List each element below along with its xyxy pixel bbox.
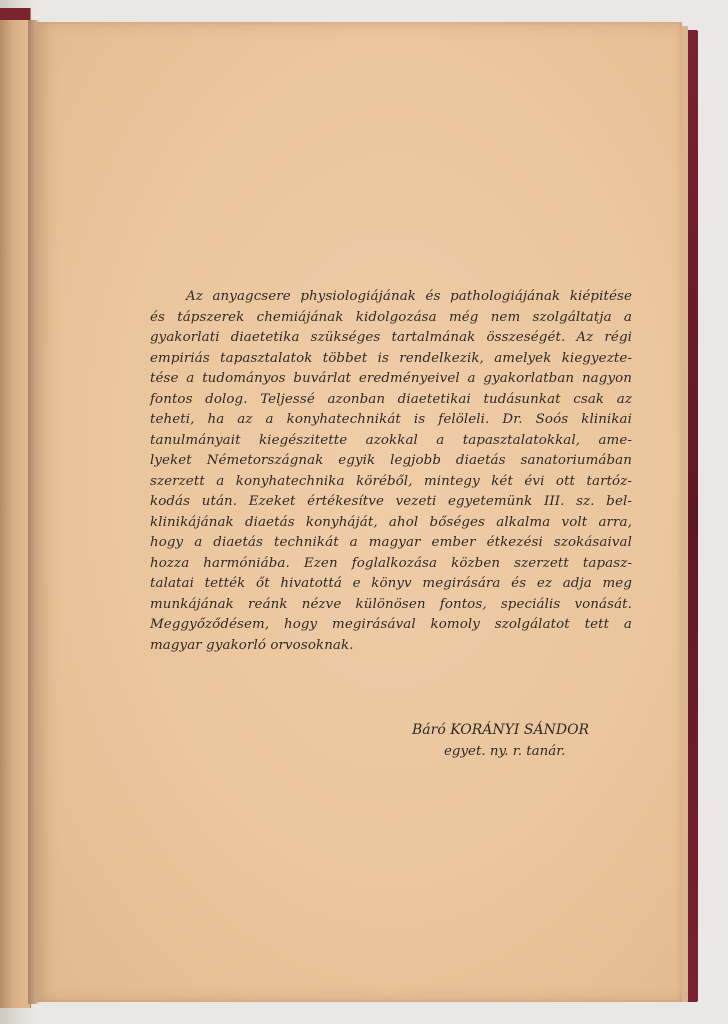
cover-corner [0,8,30,20]
text-line: tanulmányait kiegészitette azokkal a tapasztalatokkal, ame- [150,432,632,448]
text-line: klinikájának diaetás konyháját, ahol bőséges alkalma volt arra, [150,514,632,530]
text-line: talatai tették őt hivatottá e könyv megirására és ez adja meg [150,576,632,591]
text-line: Meggyőződésem, hogy megirásával komoly szolgálatot tett a [150,617,632,632]
signature-title: egyet. ny. r. tanár. [444,744,566,759]
signature-block [412,720,622,762]
text-line: munkájának reánk nézve különösen fontos, speciális vonását. [150,596,632,612]
text-line: magyar gyakorló orvosoknak. [150,637,354,653]
text-line: teheti, ha az a konyhatechnikát is felöleli. Dr. Soós klinikai [150,412,632,427]
foreword-paragraph [150,287,632,656]
text-line: Az anyagcsere physiologiájának és pathologiájának kiépitése [186,289,632,304]
text-line: gyakorlati diaetetika szükséges tartalmának összeségét. Az régi [150,330,632,345]
text-line: tése a tudományos buvárlat eredményeivel a gyakorlatban nagyon [150,371,632,386]
text-line: kodás után. Ezeket értékesítve vezeti egyetemünk III. sz. bel- [150,494,632,509]
text-line: szerzett a konyhatechnika köréből, mintegy két évi ott tartóz- [150,473,632,489]
text-line: hogy a diaetás technikát a magyar ember étkezési szokásaival [150,535,632,550]
text-line: empiriás tapasztalatok többet is rendelkezik, amelyek kiegyezte- [150,350,632,366]
signature-name: Báró KORÁNYI SÁNDOR [412,722,590,738]
left-page-edge [0,8,31,1008]
text-line: hozza harmóniába. Ezen foglalkozása közben szerzett tapasz- [150,555,632,571]
text-line: fontos dolog. Teljessé azonban diaetetikai tudásunkat csak az [150,391,632,407]
text-line: lyeket Németországnak egyik legjobb diaetás sanatoriumában [150,453,632,468]
page-gutter [28,20,40,1004]
text-line: és tápszerek chemiájának kidolgozása még nem szolgáltatja a [150,309,632,325]
